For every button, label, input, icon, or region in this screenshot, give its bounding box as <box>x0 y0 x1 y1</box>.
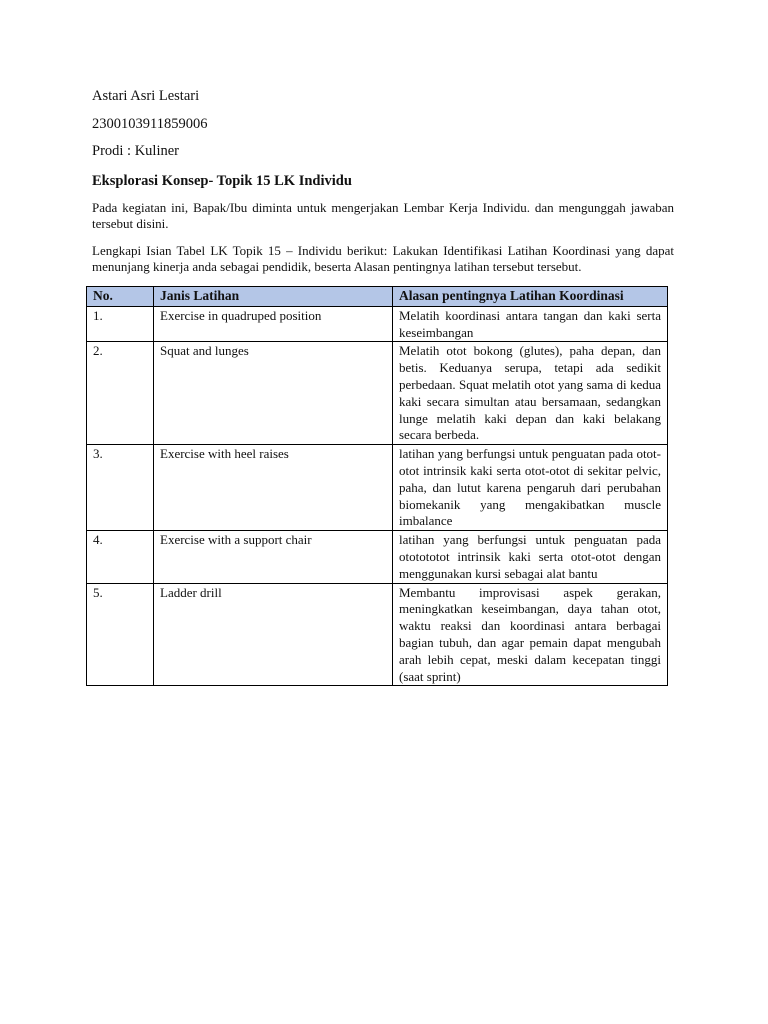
exercise-reason: Membantu improvisasi aspek gerakan, meningkatkan keseimbangan, daya tahan otot, waktu reaksi dan koordinasi antara berbagai bagian tubuh, dan agar pemain dapat mengubah arah lebih cepat, meski dalam kecepatan tinggi (saat sprint) <box>393 583 668 686</box>
instruction-paragraph: Lengkapi Isian Tabel LK Topik 15 – Individu berikut: Lakukan Identifikasi Latihan Koordinasi yang dapat menunjang kinerja anda sebagai pendidik, beserta Alasan pentingnya latihan tersebut tersebut. <box>92 243 674 274</box>
intro-paragraph: Pada kegiatan ini, Bapak/Ibu diminta untuk mengerjakan Lembar Kerja Individu. dan mengunggah jawaban tersebut disini. <box>92 200 674 231</box>
exercise-reason: Melatih otot bokong (glutes), paha depan, dan betis. Keduanya serupa, tetapi ada sedikit perbedaan. Squat melatih otot yang sama di kedua kaki secara simultan atau bersamaan, sedangkan lunge melatih kaki depan dan kaki belakang secara berbeda. <box>393 342 668 445</box>
table-row <box>87 583 668 686</box>
header-alasan: Alasan pentingnya Latihan Koordinasi <box>393 287 668 307</box>
header-no: No. <box>87 287 154 307</box>
row-number: 3. <box>87 445 154 531</box>
study-program: Prodi : Kuliner <box>92 143 179 159</box>
exercise-reason: latihan yang berfungsi untuk penguatan pada otot-otot intrinsik kaki serta otot-otot di sekitar pelvic, paha, dan lutut karena pengaruh dari perubahan biomekanik yang mengakibatkan muscle imbalance <box>393 445 668 531</box>
exercise-type: Ladder drill <box>154 583 393 686</box>
table-header-row <box>87 287 668 307</box>
document-title: Eksplorasi Konsep- Topik 15 LK Individu <box>92 173 352 189</box>
exercise-type: Exercise with a support chair <box>154 531 393 583</box>
row-number: 1. <box>87 306 154 342</box>
row-number: 4. <box>87 531 154 583</box>
exercise-type: Exercise in quadruped position <box>154 306 393 342</box>
row-number: 2. <box>87 342 154 445</box>
table-row <box>87 445 668 531</box>
row-number: 5. <box>87 583 154 686</box>
table-row <box>87 531 668 583</box>
student-id: 2300103911859006 <box>92 116 208 132</box>
exercise-reason: latihan yang berfungsi untuk penguatan pada ototototot intrinsik kaki serta otot-otot dengan menggunakan kursi sebagai alat bantu <box>393 531 668 583</box>
exercise-reason: Melatih koordinasi antara tangan dan kaki serta keseimbangan <box>393 306 668 342</box>
table-row <box>87 306 668 342</box>
exercise-type: Exercise with heel raises <box>154 445 393 531</box>
header-jenis-latihan: Janis Latihan <box>154 287 393 307</box>
table-row <box>87 342 668 445</box>
exercise-table <box>86 286 668 686</box>
exercise-type: Squat and lunges <box>154 342 393 445</box>
student-name: Astari Asri Lestari <box>92 88 200 104</box>
